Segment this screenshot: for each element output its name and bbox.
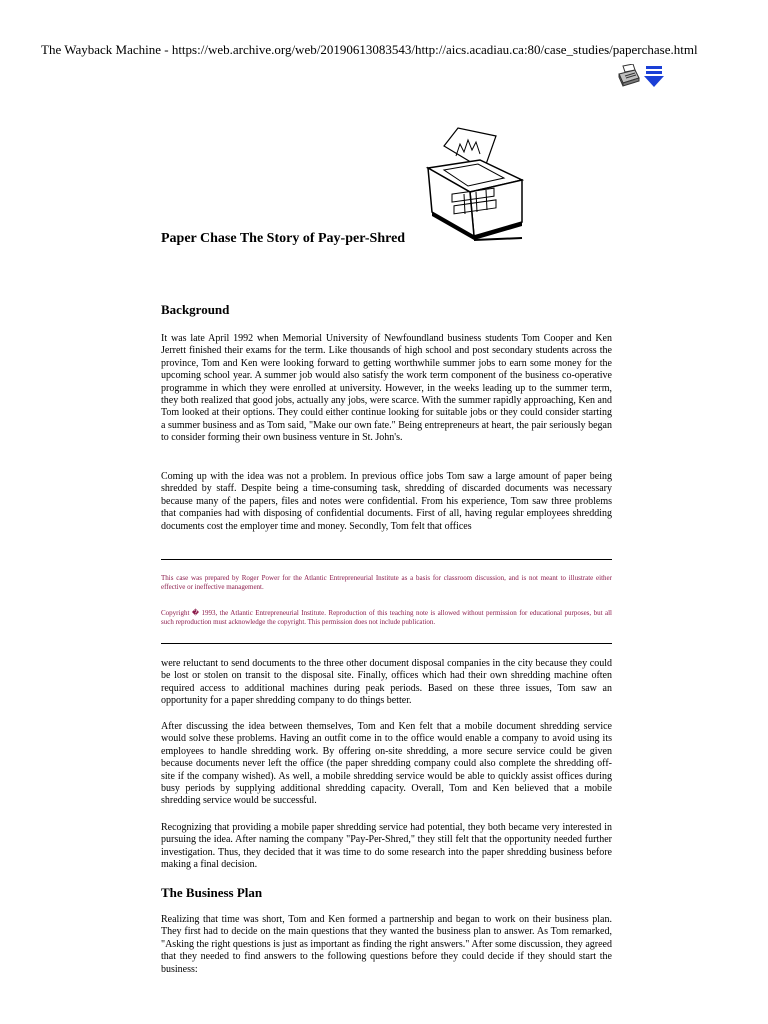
- paragraph: Recognizing that providing a mobile paper shredding service had potential, they both became very interested in pursuing the idea. After naming the company "Pay-Per-Shred," they still felt that the opportunity needed further investigation. Thus, they decided that it was time to do some research into the paper shredding business before making a final decision.: [161, 822, 612, 871]
- footnote-prepared-by: This case was prepared by Roger Power for the Atlantic Entrepreneurial Institute as a basis for classroom discussion, and is not meant to illustrate either effective or ineffective management.: [161, 574, 612, 591]
- section-heading-business-plan: The Business Plan: [161, 885, 263, 900]
- page-title: Paper Chase The Story of Pay-per-Shred: [161, 231, 406, 246]
- wayback-header: The Wayback Machine - https://web.archive.org/web/20190613083543/http://aics.acadiau.ca:80/case_studies/paperchase.html: [41, 42, 698, 57]
- paragraph: After discussing the idea between themselves, Tom and Ken felt that a mobile document shredding service would solve these problems. Having an outfit come in to the office would enable a company to avoid using its employees to handle shredding work. By offering on-site shredding, a more secure service could be given because documents never left the office (the paper shredding company could also complete the shredding off-site if the company wished). As well, a mobile shredding service would be able to quickly assist offices during busy periods by supplying additional shredding capacity. Overall, Tom and Ken believed that a mobile shredding service would be successful.: [161, 721, 612, 807]
- footnote-divider-top: [161, 559, 612, 560]
- paragraph: Realizing that time was short, Tom and Ken formed a partnership and began to work on their business plan. They first had to decide on the main questions that they wanted the business plan to answer. As Tom remarked, "Asking the right questions is just as important as finding the right answers." After some discussion, they agreed that they needed to find answers to the following questions before they could decide if they should start the business:: [161, 914, 612, 975]
- paragraph: Coming up with the idea was not a problem. In previous office jobs Tom saw a large amount of paper being shredded by staff. Despite being a time-consuming task, shredding of discarded documents was necessary because many of the papers, files and notes were confidential. From his experience, Tom saw three problems that companies had with disposing of confidential documents. First of all, having regular employees shredding documents cost the employer time and money. Secondly, Tom felt that offices: [161, 471, 612, 532]
- footnote-copyright: Copyright � 1993, the Atlantic Entrepreneurial Institute. Reproduction of this teaching note is allowed without permission for educational purposes, but all such reproduction must acknowledge the copyright. This permission does not include publication.: [161, 609, 612, 626]
- footnote-divider-bottom: [161, 643, 612, 644]
- printer-icon[interactable]: [613, 64, 641, 88]
- section-heading-background: Background: [161, 302, 230, 317]
- paragraph: It was late April 1992 when Memorial University of Newfoundland business students Tom Cooper and Ken Jerrett finished their exams for the term. Like thousands of high school and post secondary students across the province, Tom and Ken were looking forward to getting worthwhile summer jobs to earn some money for the upcoming school year. A summer job would also satisfy the work term component of the business co-operative programme in which they were enrolled at university. However, in the weeks leading up to the summer term, they both realized that good jobs, actually any jobs, were scarce. With the summer rapidly approaching, Ken and Tom looked at their options. They could either continue looking for suitable jobs or they could consider starting a summer business and as Tom said, "Make our own fate." Being entrepreneurs at heart, the pair seriously began to consider forming their own business venture in St. John's.: [161, 333, 612, 444]
- download-arrow-icon[interactable]: [643, 66, 665, 88]
- toolbar-icons: [613, 64, 669, 90]
- paragraph: were reluctant to send documents to the three other document disposal companies in the city because they could be lost or stolen on transit to the disposal site. Finally, offices which had their own shredding machine often required access to additional machines during peak periods. Based on these three issues, Tom saw an opportunity for a paper shredding company to do things better.: [161, 658, 612, 707]
- shredder-illustration: [424, 126, 524, 242]
